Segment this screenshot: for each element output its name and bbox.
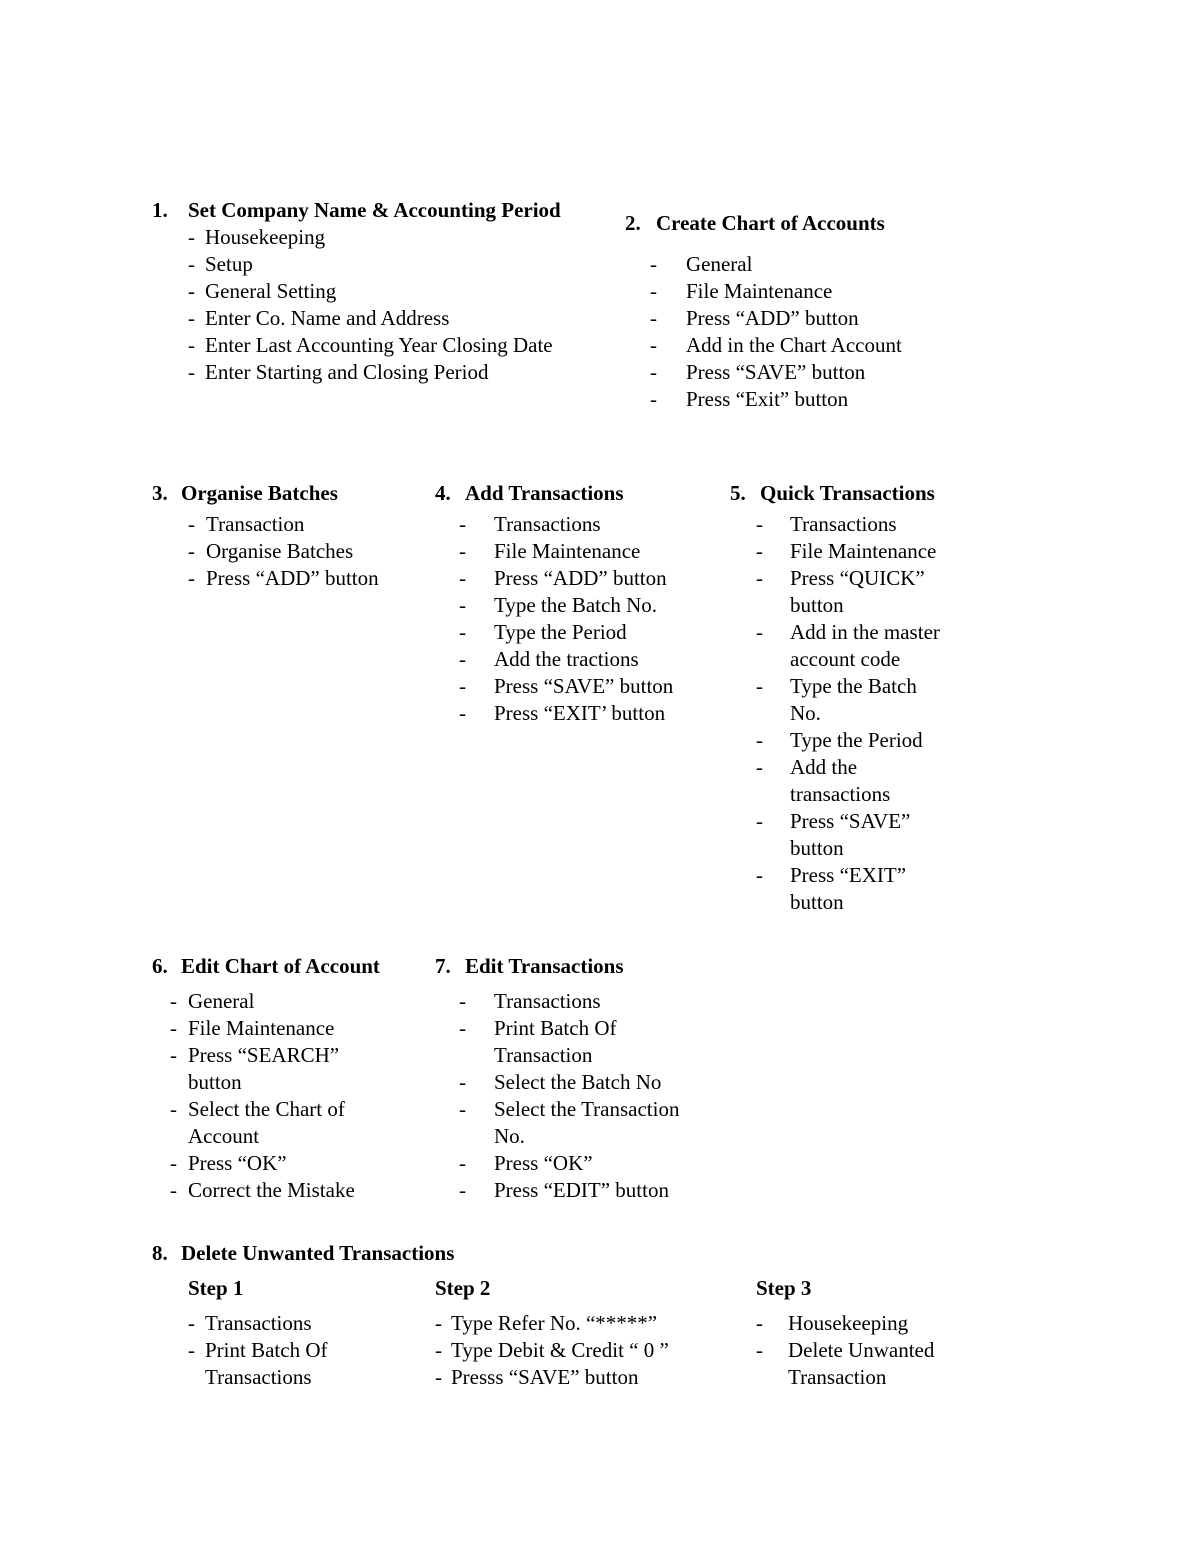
list-item: - Press “ADD” button — [650, 306, 859, 330]
section-4-heading — [435, 480, 720, 507]
list-item: - Correct the Mistake — [170, 1178, 355, 1202]
section-2-title: Create Chart of Accounts — [656, 211, 885, 235]
list-item: - Press “EXIT” button — [756, 863, 907, 914]
step-1-list — [188, 1310, 368, 1391]
list-item: - Housekeeping — [188, 225, 326, 249]
section-3-number: 3. — [152, 481, 168, 505]
section-6-heading — [152, 953, 427, 980]
section-5 — [730, 480, 970, 916]
list-item: - Press “OK” — [459, 1151, 593, 1175]
section-8 — [152, 1240, 972, 1267]
list-item: - Transactions — [459, 512, 601, 536]
section-5-list — [756, 511, 968, 916]
list-item: - Enter Starting and Closing Period — [188, 360, 489, 384]
section-1-number: 1. — [152, 198, 168, 222]
section-1-heading — [152, 197, 572, 224]
list-item: - Enter Last Accounting Year Closing Date — [188, 333, 553, 357]
list-item: - Select the Batch No — [459, 1070, 662, 1094]
list-item: - Type the Batch No. — [459, 593, 657, 617]
list-item: - Press “OK” — [170, 1151, 287, 1175]
step-2-list — [435, 1310, 735, 1391]
step-1-label: Step 1 — [188, 1276, 244, 1300]
list-item: - Housekeeping — [756, 1311, 909, 1335]
list-item: - General — [650, 252, 753, 276]
list-item: - Enter Co. Name and Address — [188, 306, 450, 330]
section-4-title: Add Transactions — [465, 481, 624, 505]
section-8-title: Delete Unwanted Transactions — [181, 1241, 455, 1265]
list-item: - Add the transactions — [756, 755, 891, 806]
section-3-heading — [152, 480, 422, 507]
step-2-label: Step 2 — [435, 1276, 491, 1300]
step-1 — [188, 1275, 408, 1391]
section-7-list — [459, 988, 719, 1204]
list-item: - Print Batch Of Transaction — [459, 1016, 617, 1067]
section-5-heading — [730, 480, 970, 507]
list-item: - File Maintenance — [170, 1016, 335, 1040]
list-item: - Press “QUICK” button — [756, 566, 925, 617]
list-item: - Print Batch Of Transactions — [188, 1338, 328, 1389]
section-2-list — [650, 251, 965, 413]
section-7 — [435, 953, 720, 1204]
list-item: - Press “SAVE” button — [650, 360, 866, 384]
section-4 — [435, 480, 720, 727]
section-4-number: 4. — [435, 481, 451, 505]
list-item: - Type the Batch No. — [756, 674, 917, 725]
list-item: - File Maintenance — [756, 539, 937, 563]
list-item: - Type the Period — [756, 728, 923, 752]
section-8-heading — [152, 1240, 972, 1267]
list-item: - Presss “SAVE” button — [435, 1365, 639, 1389]
list-item: - Transaction — [188, 512, 305, 536]
list-item: - Press “ADD” button — [459, 566, 667, 590]
list-item: - Transactions — [188, 1311, 312, 1335]
list-item: - Press “ADD” button — [188, 566, 379, 590]
section-8-number: 8. — [152, 1241, 168, 1265]
section-6-title: Edit Chart of Account — [181, 954, 380, 978]
list-item: - Add in the master account code — [756, 620, 940, 671]
list-item: - General — [170, 989, 255, 1013]
list-item: - Type Refer No. “*****” — [435, 1311, 658, 1335]
section-7-number: 7. — [435, 954, 451, 978]
list-item: - Transactions — [459, 989, 601, 1013]
section-6 — [152, 953, 427, 1204]
section-3 — [152, 480, 422, 592]
section-5-number: 5. — [730, 481, 746, 505]
section-7-heading — [435, 953, 720, 980]
list-item: - Transactions — [756, 512, 897, 536]
section-6-number: 6. — [152, 954, 168, 978]
step-3-list — [756, 1310, 961, 1391]
list-item: - Select the Chart of Account — [170, 1097, 345, 1148]
section-1 — [152, 197, 572, 386]
section-2-number: 2. — [625, 211, 641, 235]
section-7-title: Edit Transactions — [465, 954, 624, 978]
section-3-list — [188, 511, 422, 592]
list-item: - Press “SAVE” button — [459, 674, 674, 698]
list-item: - Press “SAVE” button — [756, 809, 911, 860]
section-4-list — [459, 511, 720, 727]
step-3-label: Step 3 — [756, 1276, 812, 1300]
list-item: - Press “SEARCH” button — [170, 1043, 340, 1094]
step-3 — [756, 1275, 976, 1391]
list-item: - Type the Period — [459, 620, 627, 644]
list-item: - Press “Exit” button — [650, 387, 849, 411]
list-item: - Add in the Chart Account — [650, 333, 902, 357]
section-3-title: Organise Batches — [181, 481, 338, 505]
section-2-heading — [625, 210, 965, 237]
list-item: - File Maintenance — [459, 539, 641, 563]
list-item: - Add the tractions — [459, 647, 639, 671]
list-item: - Press “EDIT” button — [459, 1178, 669, 1202]
section-2 — [625, 210, 965, 413]
list-item: - File Maintenance — [650, 279, 833, 303]
list-item: - Delete Unwanted Transaction — [756, 1338, 935, 1389]
list-item: - General Setting — [188, 279, 337, 303]
list-item: - Organise Batches — [188, 539, 354, 563]
list-item: - Type Debit & Credit “ 0 ” — [435, 1338, 669, 1362]
section-5-title: Quick Transactions — [760, 481, 935, 505]
list-item: - Select the Transaction No. — [459, 1097, 680, 1148]
list-item: - Press “EXIT’ button — [459, 701, 666, 725]
section-1-title: Set Company Name & Accounting Period — [188, 198, 561, 222]
step-2 — [435, 1275, 735, 1391]
section-1-list — [188, 224, 572, 386]
list-item: - Setup — [188, 252, 253, 276]
section-6-list — [170, 988, 400, 1204]
